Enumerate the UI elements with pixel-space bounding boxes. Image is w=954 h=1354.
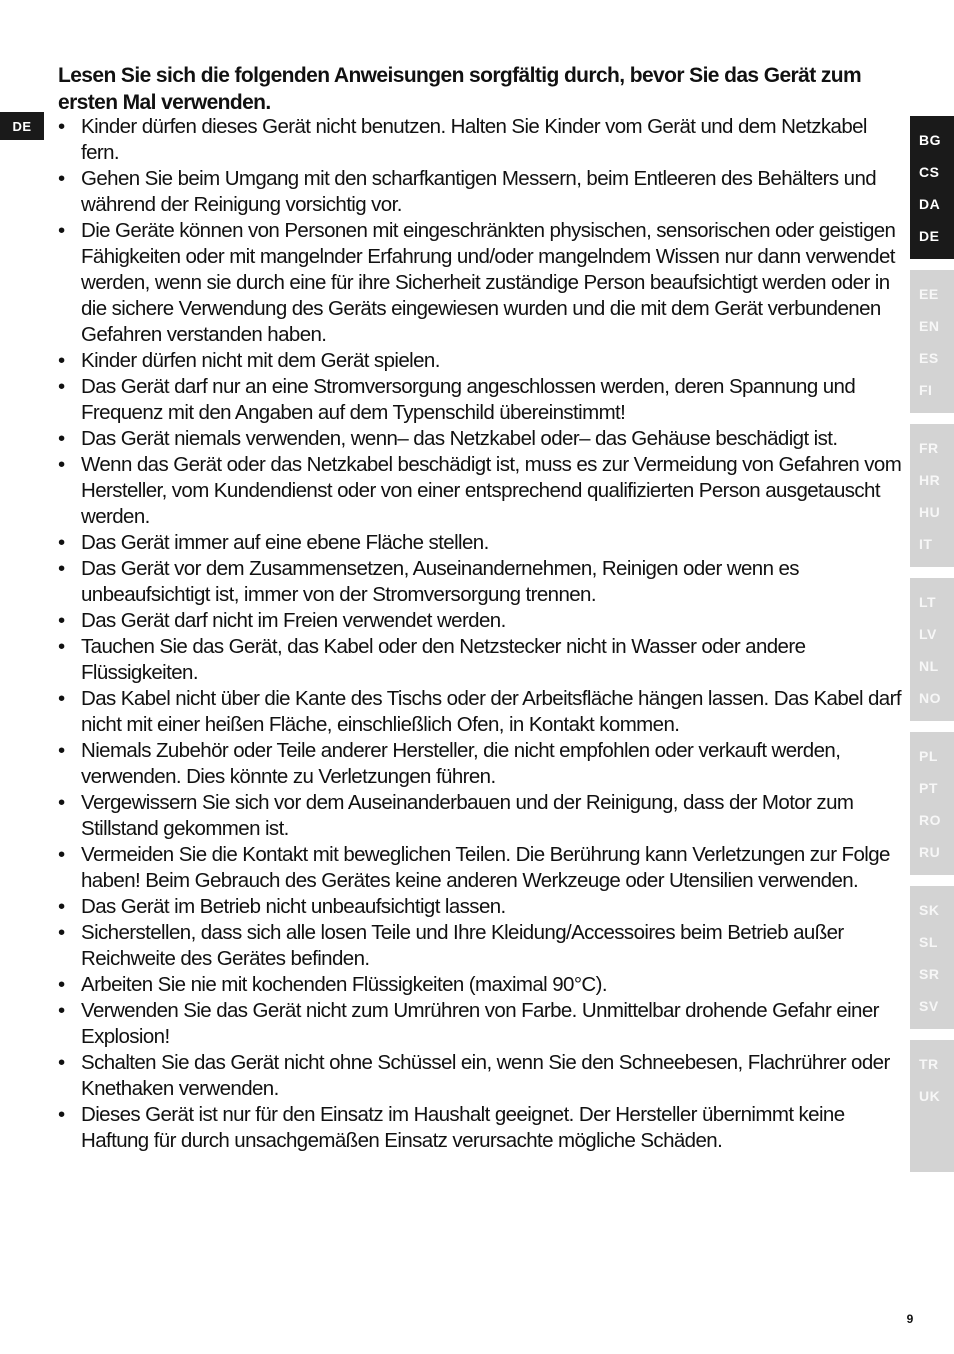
language-code-nl[interactable]: NL <box>919 658 939 674</box>
language-code-lt[interactable]: LT <box>919 594 937 610</box>
bullet-marker: • <box>58 349 65 372</box>
safety-instruction-item <box>58 556 906 608</box>
safety-instruction-text: Das Gerät vor dem Zusammensetzen, Auseinandernehmen, Reinigen oder wenn es unbeaufsichtigt ist, immer von der Stromversorgung trennen. <box>81 557 799 606</box>
language-group <box>910 270 954 413</box>
language-group <box>910 424 954 567</box>
safety-heading: Lesen Sie sich die folgenden Anweisungen sorgfältig durch, bevor Sie das Gerät zum ersten Mal verwenden. <box>58 64 862 114</box>
language-code-ru[interactable]: RU <box>919 844 941 860</box>
safety-instruction-text: Das Gerät darf nur an eine Stromversorgung angeschlossen werden, deren Spannung und Frequenz mit den Angaben auf dem Typenschild übereinstimmt! <box>81 375 856 424</box>
language-code-pl[interactable]: PL <box>919 748 938 764</box>
language-code-es[interactable]: ES <box>919 350 939 366</box>
language-code-cs[interactable]: CS <box>919 164 940 180</box>
language-group <box>910 116 954 259</box>
safety-instruction-text: Schalten Sie das Gerät nicht ohne Schüssel ein, wenn Sie den Schneebesen, Flachrührer oder Knethaken verwenden. <box>81 1051 890 1100</box>
safety-instruction-item <box>58 998 906 1050</box>
safety-instruction-item <box>58 374 906 426</box>
safety-instruction-item <box>58 348 906 374</box>
safety-instruction-item <box>58 634 906 686</box>
bullet-marker: • <box>58 453 65 476</box>
safety-instruction-text: Das Gerät darf nicht im Freien verwendet werden. <box>81 609 506 632</box>
safety-instruction-text: Vergewissern Sie sich vor dem Auseinanderbauen und der Reinigung, dass der Motor zum Stillstand gekommen ist. <box>81 791 854 840</box>
safety-instruction-text: Das Gerät immer auf eine ebene Fläche stellen. <box>81 531 489 554</box>
language-code-lv[interactable]: LV <box>919 626 937 642</box>
language-code-sl[interactable]: SL <box>919 934 938 950</box>
bullet-marker: • <box>58 1103 65 1126</box>
language-code-pt[interactable]: PT <box>919 780 938 796</box>
language-code-de[interactable]: DE <box>919 228 940 244</box>
language-code-da[interactable]: DA <box>919 196 941 212</box>
safety-instruction-item <box>58 738 906 790</box>
safety-instruction-item <box>58 972 906 998</box>
safety-instruction-item <box>58 790 906 842</box>
safety-instruction-text: Niemals Zubehör oder Teile anderer Hersteller, die nicht empfohlen oder verkauft werden, verwenden. Dies könnte zu Verletzungen führen. <box>81 739 841 788</box>
language-code-sv[interactable]: SV <box>919 998 939 1014</box>
language-group <box>910 1040 954 1172</box>
page-number: 9 <box>906 1312 914 1326</box>
bullet-marker: • <box>58 791 65 814</box>
safety-instruction-item <box>58 530 906 556</box>
safety-instruction-item <box>58 608 906 634</box>
language-code-fr[interactable]: FR <box>919 440 939 456</box>
bullet-marker: • <box>58 999 65 1022</box>
language-group <box>910 732 954 875</box>
safety-instruction-item <box>58 1102 906 1154</box>
language-code-tr[interactable]: TR <box>919 1056 939 1072</box>
safety-instruction-text: Wenn das Gerät oder das Netzkabel beschädigt ist, muss es zur Vermeidung von Gefahren vom Hersteller, vom Kundendienst oder von einer entsprechend qualifizierten Person ausgetauscht werden. <box>81 453 902 528</box>
bullet-marker: • <box>58 973 65 996</box>
safety-instruction-item <box>58 920 906 972</box>
language-code-hr[interactable]: HR <box>919 472 941 488</box>
language-code-uk[interactable]: UK <box>919 1088 941 1104</box>
bullet-marker: • <box>58 531 65 554</box>
safety-instruction-text: Sicherstellen, dass sich alle losen Teile und Ihre Kleidung/Accessoires beim Betrieb außer Reichweite des Gerätes befinden. <box>81 921 844 970</box>
language-code-en[interactable]: EN <box>919 318 940 334</box>
bullet-marker: • <box>58 921 65 944</box>
bullet-marker: • <box>58 115 65 138</box>
safety-instruction-text: Tauchen Sie das Gerät, das Kabel oder den Netzstecker nicht in Wasser oder andere Flüssigkeiten. <box>81 635 806 684</box>
safety-instruction-text: Arbeiten Sie nie mit kochenden Flüssigkeiten (maximal 90°C). <box>81 973 607 996</box>
safety-instruction-text: Das Kabel nicht über die Kante des Tischs oder der Arbeitsfläche hängen lassen. Das Kabel darf nicht mit einer heißen Fläche, einschließlich Ofen, in Kontakt kommen. <box>81 687 901 736</box>
bullet-marker: • <box>58 375 65 398</box>
language-code-no[interactable]: NO <box>919 690 941 706</box>
safety-instruction-text: Verwenden Sie das Gerät nicht zum Umrühren von Farbe. Unmittelbar drohende Gefahr einer Explosion! <box>81 999 879 1048</box>
safety-instruction-text: Das Gerät niemals verwenden, wenn– das Netzkabel oder– das Gehäuse beschädigt ist. <box>81 427 838 450</box>
safety-instruction-text: Kinder dürfen dieses Gerät nicht benutzen. Halten Sie Kinder vom Gerät und dem Netzkabel fern. <box>81 115 867 164</box>
language-code-sr[interactable]: SR <box>919 966 940 982</box>
bullet-marker: • <box>58 635 65 658</box>
safety-instruction-text: Die Geräte können von Personen mit eingeschränkten physischen, sensorischen oder geistigen Fähigkeiten oder mit mangelnder Erfahrung und/oder mangelndem Wissen nur dann verwendet werden, wenn sie durch eine für ihre Sicherheit zuständige Person beaufsichtigt werden oder in die sichere Verwendung des Geräts eingewiesen wurden und die mit dem Gerät verbundenen Gefahren verstanden haben. <box>81 219 896 346</box>
language-code-ro[interactable]: RO <box>919 812 941 828</box>
current-language-badge: DE <box>0 112 44 140</box>
bullet-marker: • <box>58 219 65 242</box>
safety-instruction-item <box>58 114 906 166</box>
safety-instruction-text: Das Gerät im Betrieb nicht unbeaufsichtigt lassen. <box>81 895 506 918</box>
safety-instruction-text: Gehen Sie beim Umgang mit den scharfkantigen Messern, beim Entleeren des Behälters und während der Reinigung vorsichtig vor. <box>81 167 877 216</box>
safety-instruction-text: Dieses Gerät ist nur für den Einsatz im Haushalt geeignet. Der Hersteller übernimmt keine Haftung für durch unsachgemäßen Einsatz verursachte mögliche Schäden. <box>81 1103 845 1152</box>
bullet-marker: • <box>58 557 65 580</box>
safety-instruction-text: Vermeiden Sie die Kontakt mit beweglichen Teilen. Die Berührung kann Verletzungen zur Folge haben! Beim Gebrauch des Gerätes keine anderen Werkzeuge oder Utensilien verwenden. <box>81 843 890 892</box>
safety-instruction-item <box>58 842 906 894</box>
language-index-sidebar <box>910 116 954 1183</box>
safety-instruction-item <box>58 166 906 218</box>
safety-instructions-list <box>58 114 906 1154</box>
language-code-hu[interactable]: HU <box>919 504 941 520</box>
safety-instruction-item <box>58 686 906 738</box>
bullet-marker: • <box>58 739 65 762</box>
bullet-marker: • <box>58 167 65 190</box>
safety-instruction-item <box>58 218 906 348</box>
safety-instruction-text: Kinder dürfen nicht mit dem Gerät spielen. <box>81 349 440 372</box>
bullet-marker: • <box>58 1051 65 1074</box>
language-code-bg[interactable]: BG <box>919 132 941 148</box>
bullet-marker: • <box>58 843 65 866</box>
bullet-marker: • <box>58 687 65 710</box>
language-code-it[interactable]: IT <box>919 536 933 552</box>
language-group <box>910 886 954 1029</box>
safety-instruction-item <box>58 452 906 530</box>
safety-instruction-item <box>58 426 906 452</box>
safety-instruction-item <box>58 1050 906 1102</box>
language-code-fi[interactable]: FI <box>919 382 933 398</box>
bullet-marker: • <box>58 427 65 450</box>
bullet-marker: • <box>58 609 65 632</box>
safety-instruction-item <box>58 894 906 920</box>
bullet-marker: • <box>58 895 65 918</box>
language-group <box>910 578 954 721</box>
language-code-sk[interactable]: SK <box>919 902 940 918</box>
language-code-ee[interactable]: EE <box>919 286 939 302</box>
